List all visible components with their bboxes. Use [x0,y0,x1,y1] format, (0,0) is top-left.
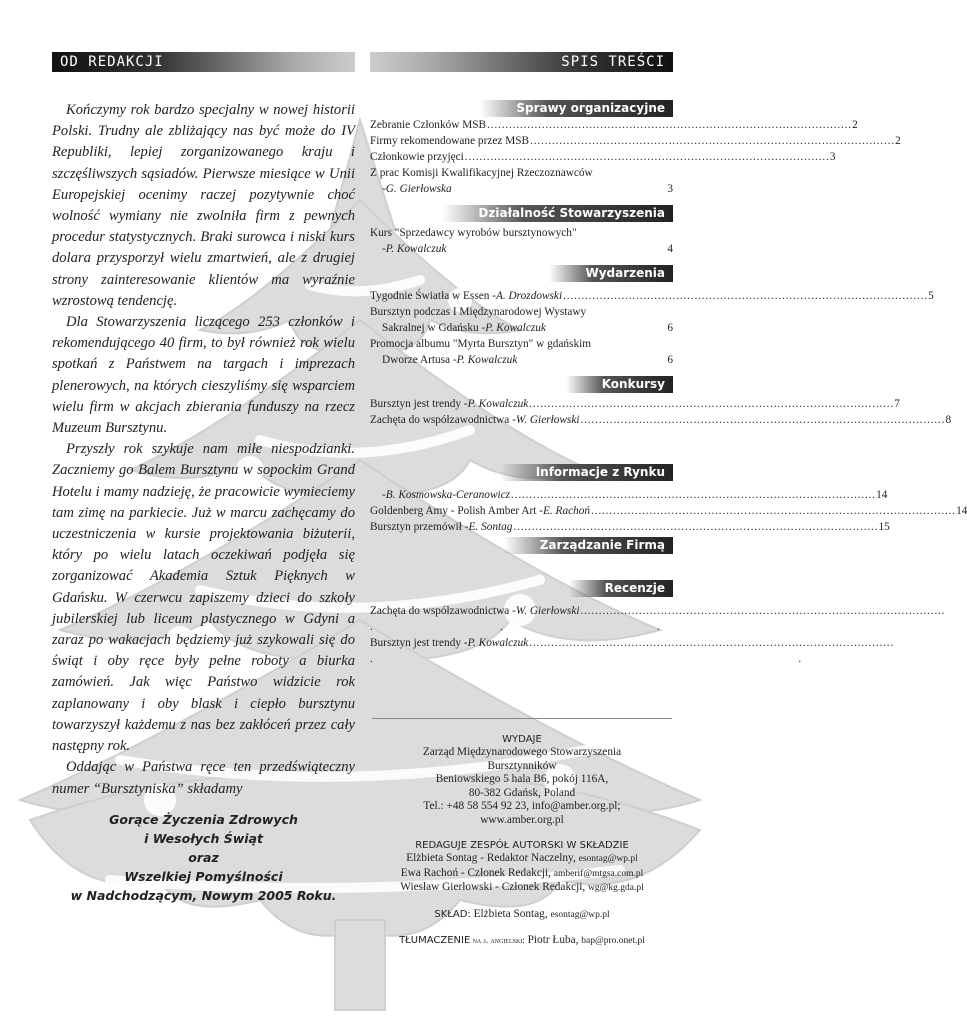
email-link[interactable]: bap@pro.onet.pl [581,936,645,946]
toc-entry[interactable]: Bursztyn podczas I Międzynarodowej Wystawy Sakralnej w Gdańsku - P. Kowalczuk 6 [370,306,673,334]
email-link[interactable]: wg@kg.gda.pl [588,883,644,893]
toc-entry[interactable]: Zachęta do współzawodnictwa - W. Gierłowski . . . 8 [370,412,673,428]
toc-section-header: Wydarzenia [370,265,673,282]
publisher-line: 80-382 Gdańsk, Poland [468,786,576,799]
toc-entry[interactable]: Bursztyn jest trendy - P. Kowalczuk . . . [370,635,673,651]
publisher-website-link[interactable]: www.amber.org.pl [480,813,564,826]
toc-section-header: Konkursy [370,376,673,393]
editorial-paragraph: Kończymy rok bardzo specjalny w nowej historii Polski. Trudny ale zbliżający nas być może do IV Republiki, lepiej zorganizowanego kraju i szczęśliwszych sąsiadów. Pierwsze miesiące w Unii Europejskiej ocenimy raczej pozytywnie choć wolność wymiany nie zwolniła firm z pewnych procedur statystycznych. Braki surowca i niski kurs dolara przysporzył wielu zmartwień, ale z drugiej strony zainteresowanie klientów ma wyraźnie wzrostową tendencję. [52,102,355,309]
toc-entry[interactable]: Kurs "Sprzedawcy wyrobów bursztynowych" - P. Kowalczuk 4 [370,227,673,255]
editorial-text [52,100,355,800]
toc-entry[interactable]: Tygodnie Światła w Essen - A. Drozdowski . . . 5 [370,288,673,304]
toc-section-header: Zarządzanie Firmą [370,537,673,554]
editorial-header: OD REDAKCJI [52,52,355,72]
toc-section-header: Sprawy organizacyjne [370,100,673,117]
imprint [372,733,672,949]
editorial-paragraph: Przyszły rok szykuje nam miłe niespodzianki. Zaczniemy go Balem Bursztynu w sopockim Grand Hotelu i mamy nadzieję, że pracowicie wymieciemy tam zimę na parkiecie. Już w marcu zachęcamy do uczestniczenia w kursie projektowania biżuterii, który po wielu latach oczekiwań podjęła się zorganizować Akademia Sztuk Pięknych w Gdańsku. W czerwcu zapiszemy dzieci do szkoły jubilerskiej lub liceum plastycznego w Gdyni a zaraz po wakacjach będziemy już szykowali się do świąt i oby ręce były pełne roboty a biurka zamówień. Jak więc Państwo widzicie rok zaplanowany i oby blask i ciepło bursztynu towarzyszył każdemu z nas bez zakłóceń przez cały następny rok. [52,441,355,755]
publisher-line: Bursztynników [487,759,557,772]
toc-entry[interactable]: Zachęta do współzawodnictwa - W. Gierłowski . . . [370,603,673,619]
team-member: Ewa Rachoń - Członek Redakcji, amberif@mtgsa.com.pl [400,866,644,879]
toc-entry[interactable]: Promocja albumu "Myrta Bursztyn" w gdańskim Dworze Artusa - P. Kowalczuk 6 [370,338,673,366]
toc-header: SPIS TREŚCI [370,52,673,72]
editorial-column [52,52,355,905]
wishes-line: i Wesołych Świąt [144,830,263,846]
toc-section [370,117,901,197]
translation-credit: TŁUMACZENIE na j. angielski: Piotr Łuba, bap@pro.onet.pl [399,934,645,946]
email-link[interactable]: esontag@wp.pl [578,854,638,864]
toc-section-header: Informacje z Rynku [370,464,673,481]
editorial-closing: Oddając w Państwa ręce ten przedświąteczny numer “Bursztyniska” składamy [52,759,355,797]
email-link[interactable]: esontag@wp.pl [550,909,610,920]
toc-section [370,487,967,535]
toc-entry[interactable]: Członkowie przyjęci . . . 3 [370,149,673,165]
typesetting-credit: SKŁAD: Elżbieta Sontag, esontag@wp.pl [434,907,610,920]
publisher-line: Zarząd Międzynarodowego Stowarzyszenia [422,746,622,758]
toc-entry[interactable]: Z prac Komisji Kwalifikacyjnej Rzeczoznawców - G. Gierłowska 3 [370,167,673,195]
toc-column [370,52,967,667]
email-link[interactable]: amberif@mtgsa.com.pl [553,868,644,879]
imprint-divider [372,718,672,719]
toc-entry[interactable]: Goldenberg Amy - Polish Amber Art - E. Rachoń . . . 14 [370,503,673,519]
publisher-label: WYDAJE [502,734,542,745]
toc-section [370,603,803,667]
toc-entry[interactable]: Bursztyn jest trendy - P. Kowalczuk . . . 7 [370,396,673,412]
publisher-contact[interactable]: Tel.: +48 58 554 92 23, info@amber.org.pl; [423,800,621,812]
holiday-wishes [52,810,355,905]
toc-section [370,225,673,257]
toc-section-header: Recenzje [370,580,673,597]
editorial-paragraph: Dla Stowarzyszenia liczącego 253 członków i rekomendującego 40 firm, to był również rok wielu spotkań z Państwem na targach i imprezach plenerowych, na których cieszyliśmy się wsparciem wielu firm w akcjach zbierania funduszy na rzecz Muzeum Bursztynu. [52,314,355,437]
toc-entry[interactable]: Bursztyn przemówił - E. Sontag . . . 15 [370,519,673,535]
toc-entry[interactable]: Zebranie Członków MSB . . . 2 [370,117,673,133]
toc-section [370,288,934,368]
toc-dots: . . [370,653,803,665]
toc-entry[interactable]: - B. Kosmowska-Ceranowicz . . . 14 [370,487,673,503]
team-label: REDAGUJE ZESPÓŁ AUTORSKI W SKŁADZIE [415,840,629,851]
wishes-line: Gorące Życzenia Zdrowych [109,811,298,827]
team-member: Wiesław Gierłowski - Członek Redakcji, wg@kg.gda.pl [400,881,644,893]
team-member: Elżbieta Sontag - Redaktor Naczelny, esontag@wp.pl [406,852,638,864]
toc-section-header: Działalność Stowarzyszenia [370,205,673,222]
wishes-line: oraz [188,849,219,865]
wishes-line: Wszelkiej Pomyślności [124,868,283,884]
wishes-line: w Nadchodzącym, Nowym 2005 Roku. [70,887,337,903]
toc-dots: . . . [370,621,661,633]
toc-entry[interactable]: Firmy rekomendowane przez MSB . . . 2 [370,133,673,149]
toc-section [370,396,952,428]
publisher-line: Beniowskiego 5 hala B6, pokój 116A, [435,773,609,785]
